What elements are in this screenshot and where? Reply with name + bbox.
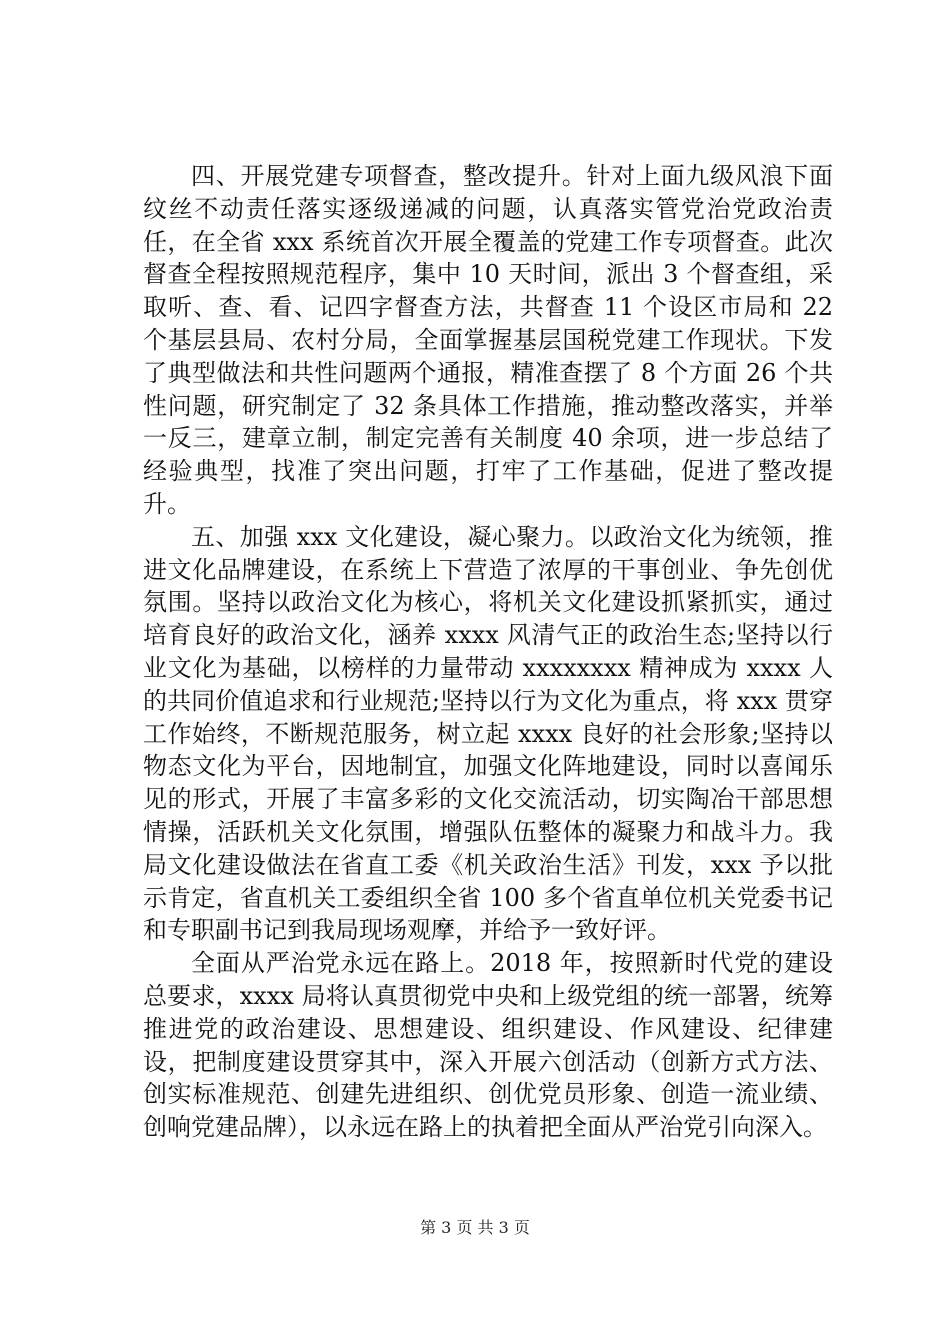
paragraph-conclusion: 全面从严治党永远在路上。2018 年，按照新时代党的建设总要求，xxxx 局将认真贯彻党中央和上级党组的统一部署，统筹推进党的政治建设、思想建设、组织建设、作风建设、纪律建设，把制度建设贯穿其中，深入开展六创活动（创新方式方法、创实标准规范、创建先进组织、创优党员形象、创造一流业绩、创响党建品牌），以永远在路上的执着把全面从严治党引向深入。 — [143, 949, 833, 1142]
page-footer: 第 3 页 共 3 页 — [420, 1218, 530, 1237]
paragraph-inspection: 四、开展党建专项督查，整改提升。针对上面九级风浪下面纹丝不动责任落实逐级递减的问题，认真落实管党治党政治责任，在全省 xxx 系统首次开展全覆盖的党建工作专项督查。此次督查全程按照规范程序，集中 10 天时间，派出 3 个督查组，采取听、查、看、记四字督查方法，共督查 11 个设区市局和 22 个基层县局、农村分局，全面掌握基层国税党建工作现状。下发了典型做法和共性问题两个通报，精准查摆了 8 个方面 26 个共性问题，研究制定了 32 条具体工作措施，推动整改落实，并举一反三，建章立制，制定完善有关制度 40 余项，进一步总结了经验典型，找准了突出问题，打牢了工作基础，促进了整改提升。 — [143, 162, 833, 518]
paragraph-culture: 五、加强 xxx 文化建设，凝心聚力。以政治文化为统领，推进文化品牌建设，在系统上下营造了浓厚的干事创业、争先创优氛围。坚持以政治文化为核心，将机关文化建设抓紧抓实，通过培育良好的政治文化，涵养 xxxx 风清气正的政治生态;坚持以行业文化为基础，以榜样的力量带动 xxxxxxxx 精神成为 xxxx 人的共同价值追求和行业规范;坚持以行为文化为重点，将 xxx 贯穿工作始终，不断规范服务，树立起 xxxx 良好的社会形象;坚持以物态文化为平台，因地制宜，加强文化阵地建设，同时以喜闻乐见的形式，开展了丰富多彩的文化交流活动，切实陶冶干部思想情操，活跃机关文化氛围，增强队伍整体的凝聚力和战斗力。我局文化建设做法在省直工委《机关政治生活》刊发，xxx 予以批示肯定，省直机关工委组织全省 100 多个省直单位机关党委书记和专职副书记到我局现场观摩，并给予一致好评。 — [143, 522, 833, 945]
document-body — [143, 160, 833, 1144]
